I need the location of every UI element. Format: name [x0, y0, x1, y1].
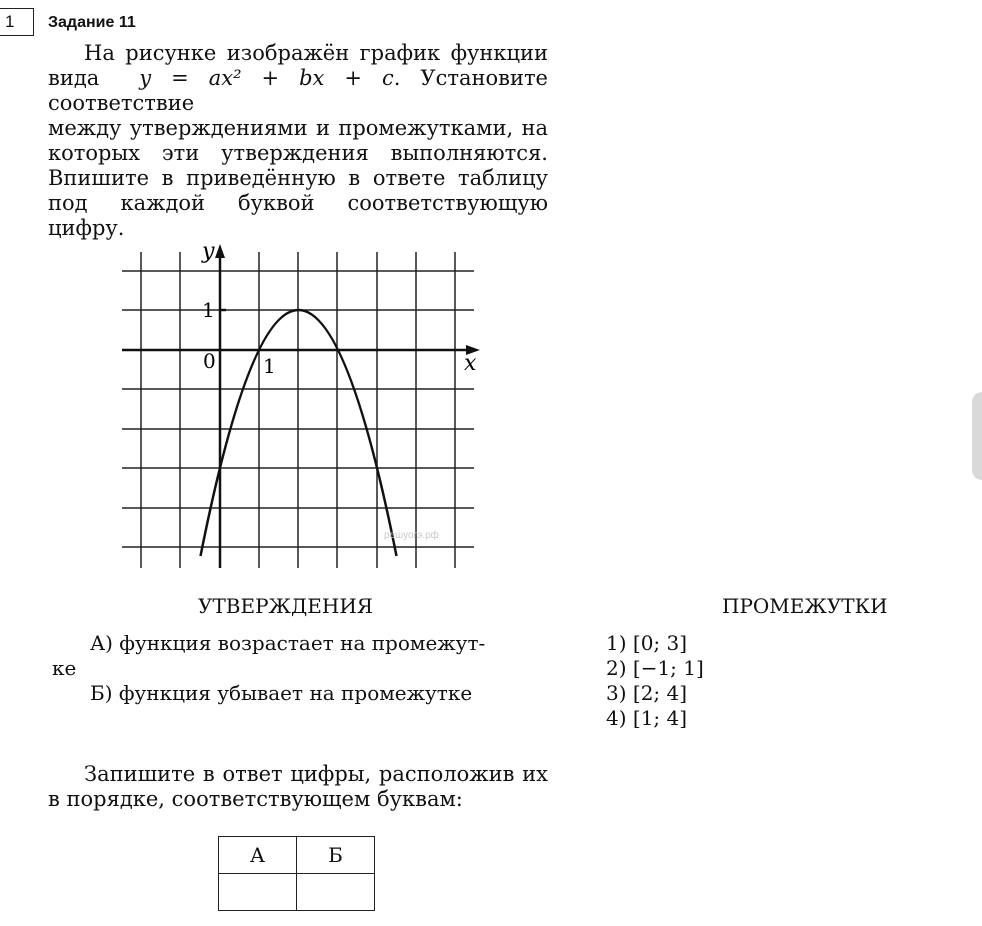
statement-a-second: ке [52, 656, 77, 680]
y-axis-arrow-icon [215, 244, 225, 258]
answer-cell-a[interactable] [219, 874, 297, 911]
intervals-header: ПРОМЕЖУТКИ [722, 594, 888, 618]
statement-a [52, 631, 502, 706]
answer-table [218, 836, 375, 911]
grid [122, 252, 474, 568]
intervals-list [606, 631, 704, 731]
y-axis-label: y [202, 239, 215, 264]
x-axis-label: x [464, 351, 477, 376]
intro-rest: между утверждениями и промежутками, на которых эти утверждения выполняются. Впишите в приведённую в ответе таблицу под каждой буквой соответствующую цифру. [48, 116, 548, 240]
task-number-box [0, 8, 34, 36]
watermark: решуогэ.рф [384, 530, 439, 541]
answer-cell-b[interactable] [297, 874, 375, 911]
instruction-first: Запишите в ответ цифры, расположив их [84, 762, 548, 786]
task-number: 1 [5, 12, 15, 31]
answer-header-b: Б [297, 837, 375, 874]
side-scroll-tab[interactable] [972, 392, 982, 480]
answer-instruction [48, 762, 548, 812]
axes [122, 256, 470, 568]
intro-paragraph [48, 41, 548, 241]
interval-item: 3) [2; 4] [606, 681, 688, 705]
interval-item: 4) [1; 4] [606, 706, 688, 730]
x-one-label: 1 [263, 354, 276, 378]
formula: y = ax² + bx + c [139, 66, 394, 90]
parabola-graph [118, 236, 498, 576]
interval-item: 1) [0; 3] [606, 631, 688, 655]
origin-label: 0 [203, 349, 216, 373]
intro-line1: На рисунке изображён график функции [84, 41, 548, 65]
statement-b: Б) функция убывает на промежутке [90, 681, 473, 705]
instruction-rest: в порядке, соответствующем буквам: [48, 787, 463, 811]
statement-a-first: А) функция возрастает на промежут- [90, 631, 486, 655]
interval-item: 2) [−1; 1] [606, 656, 704, 680]
intro-line2-prefix: вида [48, 66, 100, 90]
y-one-label: 1 [202, 298, 215, 322]
answer-header-a: А [219, 837, 297, 874]
statements-header: УТВЕРЖДЕНИЯ [198, 594, 373, 618]
task-title: Задание 11 [48, 14, 136, 31]
intro-line2-suffix: . Установите соответствие [48, 66, 548, 115]
